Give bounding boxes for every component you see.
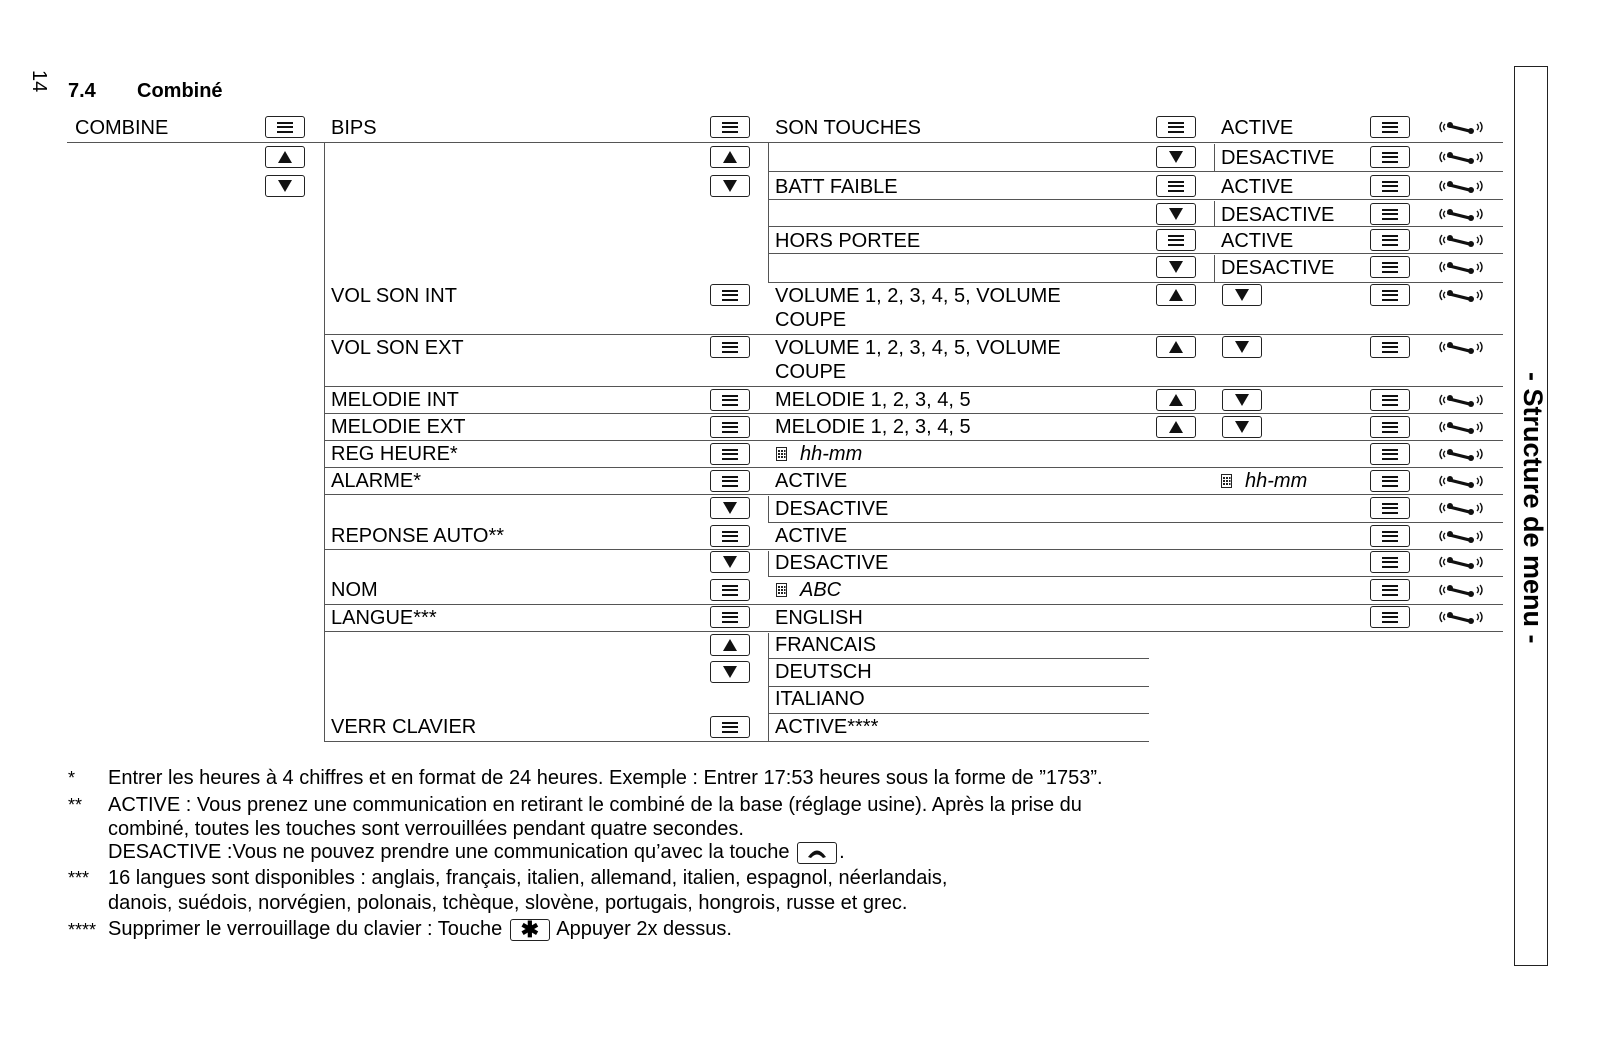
section-number: 7.4 (68, 80, 96, 102)
language-english: ENGLISH (775, 607, 863, 629)
keypad-icon (776, 447, 787, 461)
time-format: hh-mm (800, 443, 863, 465)
menu-key-icon (1370, 256, 1410, 278)
down-arrow-key-icon (1222, 389, 1262, 411)
talk-key-icon (797, 842, 837, 864)
menu-key-icon (1370, 336, 1410, 358)
ringing-handset-icon (1436, 118, 1486, 136)
submenu-alarme-active: ACTIVE (775, 470, 848, 492)
footnote-marker-1: * (68, 768, 76, 788)
submenu-batt-faible: BATT FAIBLE (775, 176, 898, 198)
footnote-2a: ACTIVE : Vous prenez une communication en retirant le combiné de la base (réglage usine). Après la prise du (108, 794, 1082, 816)
ringing-handset-icon (1436, 472, 1486, 490)
submenu-alarme-desactive: DESACTIVE (775, 498, 889, 520)
submenu-volume-int: VOLUME 1, 2, 3, 4, 5, VOLUME COUPE (775, 285, 1061, 331)
option-hors-portee-desactive: DESACTIVE (1221, 257, 1335, 279)
footnote-4-text-a: Supprimer le verrouillage du clavier : Touche (108, 918, 503, 940)
submenu-reponse-desactive: DESACTIVE (775, 552, 889, 574)
menu-key-icon (1370, 116, 1410, 138)
keypad-icon (776, 583, 787, 597)
option-batt-faible-desactive: DESACTIVE (1221, 204, 1335, 226)
star-key-icon: ✱ (510, 919, 550, 941)
footnote-2c-text: DESACTIVE :Vous ne pouvez prendre une communication qu’avec la touche (108, 841, 790, 863)
menu-alarme: ALARME* (331, 470, 422, 492)
option-batt-faible-active: ACTIVE (1221, 176, 1294, 198)
menu-key-icon (710, 284, 750, 306)
footnote-1: Entrer les heures à 4 chiffres et en format de 24 heures. Exemple : Entrer 17:53 heures sous la forme de ”1753”. (108, 767, 1103, 789)
section-title: Combiné (137, 80, 223, 102)
footnote-4-text-b: Appuyer 2x dessus. (556, 918, 732, 940)
footnote-2b: combiné, toutes les touches sont verrouillées pendant quatre secondes. (108, 818, 744, 840)
menu-key-icon (1370, 606, 1410, 628)
menu-key-icon (1370, 229, 1410, 251)
down-arrow-key-icon (1156, 146, 1196, 168)
menu-key-icon (1370, 389, 1410, 411)
menu-melodie-int: MELODIE INT (331, 389, 459, 411)
down-arrow-key-icon (265, 175, 305, 197)
menu-key-icon (710, 389, 750, 411)
menu-key-icon (1156, 175, 1196, 197)
page-number: 14 (28, 70, 50, 93)
menu-key-icon (1370, 203, 1410, 225)
footnote-marker-3: *** (68, 868, 90, 888)
language-francais: FRANCAIS (775, 634, 877, 656)
down-arrow-key-icon (1222, 336, 1262, 358)
footnote-marker-4: **** (68, 920, 97, 940)
down-arrow-key-icon (1156, 203, 1196, 225)
menu-verr-clavier: VERR CLAVIER (331, 716, 477, 738)
ringing-handset-icon (1436, 527, 1486, 545)
footnote-marker-2: ** (68, 795, 83, 815)
menu-key-icon (710, 443, 750, 465)
down-arrow-key-icon (710, 661, 750, 683)
menu-vol-son-ext: VOL SON EXT (331, 337, 464, 359)
menu-key-icon (1370, 470, 1410, 492)
ringing-handset-icon (1436, 445, 1486, 463)
language-deutsch: DEUTSCH (775, 661, 872, 683)
menu-key-icon (1370, 579, 1410, 601)
menu-key-icon (710, 606, 750, 628)
menu-key-icon (1156, 116, 1196, 138)
ringing-handset-icon (1436, 338, 1486, 356)
name-format: ABC (800, 579, 842, 601)
menu-nom: NOM (331, 579, 378, 601)
down-arrow-key-icon (710, 551, 750, 573)
ringing-handset-icon (1436, 258, 1486, 276)
down-arrow-key-icon (710, 175, 750, 197)
ringing-handset-icon (1436, 553, 1486, 571)
ringing-handset-icon (1436, 205, 1486, 223)
up-arrow-key-icon (1156, 416, 1196, 438)
option-son-touches-active: ACTIVE (1221, 117, 1294, 139)
menu-key-icon (1370, 525, 1410, 547)
option-hors-portee-active: ACTIVE (1221, 230, 1294, 252)
submenu-hors-portee: HORS PORTEE (775, 230, 921, 252)
up-arrow-key-icon (1156, 284, 1196, 306)
up-arrow-key-icon (1156, 336, 1196, 358)
down-arrow-key-icon (1222, 284, 1262, 306)
menu-key-icon (710, 716, 750, 738)
submenu-reponse-active: ACTIVE (775, 525, 848, 547)
ringing-handset-icon (1436, 286, 1486, 304)
menu-bips: BIPS (331, 117, 377, 139)
menu-key-icon (1370, 284, 1410, 306)
menu-key-icon (1370, 175, 1410, 197)
submenu-volume-ext: VOLUME 1, 2, 3, 4, 5, VOLUME COUPE (775, 337, 1061, 383)
menu-key-icon (1370, 146, 1410, 168)
ringing-handset-icon (1436, 608, 1486, 626)
footnote-4 (108, 917, 732, 941)
menu-key-icon (710, 116, 750, 138)
up-arrow-key-icon (1156, 389, 1196, 411)
menu-key-icon (265, 116, 305, 138)
menu-key-icon (1370, 443, 1410, 465)
side-title: - Structure de menu - (1518, 372, 1548, 644)
ringing-handset-icon (1436, 499, 1486, 517)
down-arrow-key-icon (1156, 256, 1196, 278)
submenu-son-touches: SON TOUCHES (775, 117, 921, 139)
menu-vol-son-int: VOL SON INT (331, 285, 457, 307)
menu-reponse-auto: REPONSE AUTO** (331, 525, 505, 547)
option-son-touches-desactive: DESACTIVE (1221, 147, 1335, 169)
up-arrow-key-icon (710, 146, 750, 168)
keypad-icon (1221, 474, 1232, 488)
submenu-melodie-int: MELODIE 1, 2, 3, 4, 5 (775, 389, 971, 411)
menu-key-icon (1370, 497, 1410, 519)
language-italiano: ITALIANO (775, 688, 865, 710)
menu-key-icon (1156, 229, 1196, 251)
ringing-handset-icon (1436, 391, 1486, 409)
footnote-3b: danois, suédois, norvégien, polonais, tchèque, slovène, portugais, hongrois, russe et grec. (108, 892, 908, 914)
menu-key-icon (710, 336, 750, 358)
ringing-handset-icon (1436, 148, 1486, 166)
up-arrow-key-icon (265, 146, 305, 168)
menu-key-icon (1370, 551, 1410, 573)
footnote-2c-end: . (839, 841, 845, 863)
up-arrow-key-icon (710, 634, 750, 656)
menu-key-icon (710, 416, 750, 438)
menu-key-icon (710, 579, 750, 601)
menu-langue: LANGUE*** (331, 607, 437, 629)
menu-key-icon (710, 525, 750, 547)
down-arrow-key-icon (1222, 416, 1262, 438)
down-arrow-key-icon (710, 497, 750, 519)
menu-combine: COMBINE (75, 117, 169, 139)
submenu-verr-active: ACTIVE**** (775, 716, 879, 738)
menu-key-icon (710, 470, 750, 492)
ringing-handset-icon (1436, 177, 1486, 195)
footnote-2c (108, 840, 845, 864)
ringing-handset-icon (1436, 231, 1486, 249)
menu-key-icon (1370, 416, 1410, 438)
ringing-handset-icon (1436, 418, 1486, 436)
menu-melodie-ext: MELODIE EXT (331, 416, 466, 438)
footnote-3a: 16 langues sont disponibles : anglais, français, italien, allemand, italien, espagnol, néerlandais, (108, 867, 948, 889)
ringing-handset-icon (1436, 581, 1486, 599)
menu-reg-heure: REG HEURE* (331, 443, 458, 465)
alarm-time-format: hh-mm (1245, 470, 1308, 492)
submenu-melodie-ext: MELODIE 1, 2, 3, 4, 5 (775, 416, 971, 438)
